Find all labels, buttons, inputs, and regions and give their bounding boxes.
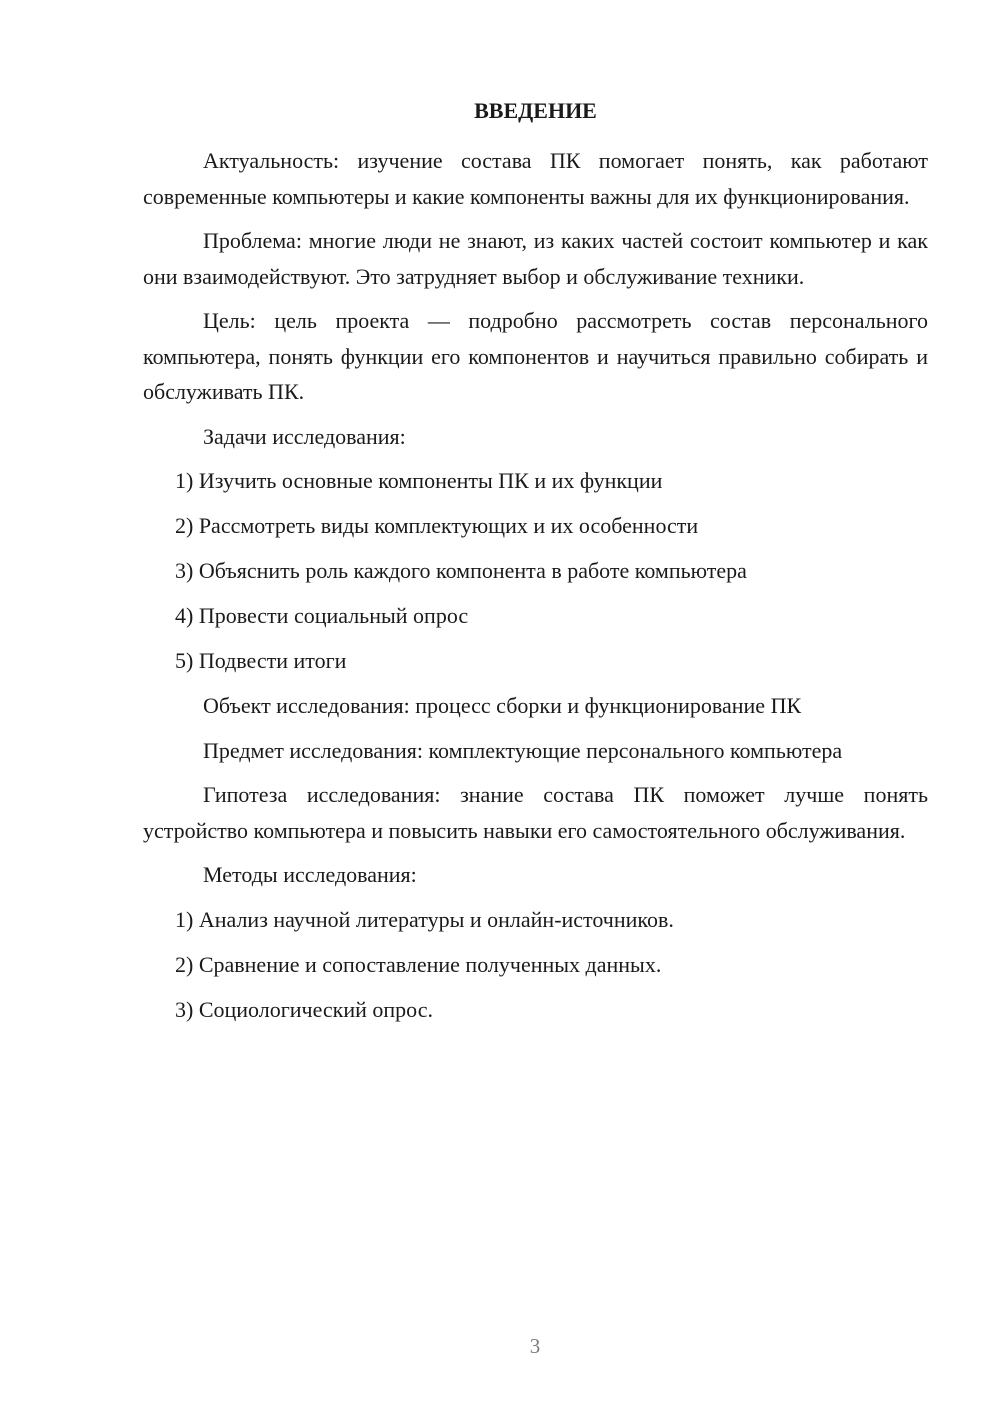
subject-paragraph: Предмет исследования: комплектующие персонального компьютера: [203, 737, 843, 763]
list-item: 1) Анализ научной литературы и онлайн-источников.: [175, 906, 674, 932]
tasks-heading: Задачи исследования:: [203, 423, 406, 449]
page-number: 3: [529, 1334, 541, 1358]
list-item: 3) Объяснить роль каждого компонента в работе компьютера: [175, 558, 747, 583]
page-title: ВВЕДЕНИЕ: [474, 98, 597, 123]
tasks-list: [143, 463, 928, 679]
list-item: 5) Подвести итоги: [175, 648, 347, 673]
list-item: 3) Социологический опрос.: [175, 996, 433, 1022]
goal-paragraph: Цель: цель проекта — подробно рассмотреть состав персонального компьютера, понять функции его компонентов и научиться правильно собирать и обслуживать ПК.: [143, 308, 928, 404]
document-body: [143, 143, 928, 1037]
relevance-paragraph: Актуальность: изучение состава ПК помогает понять, как работают современные компьютеры и какие компоненты важны для их функционирования.: [143, 148, 928, 209]
object-paragraph: Объект исследования: процесс сборки и функционирование ПК: [203, 693, 802, 718]
list-item: 4) Провести социальный опрос: [175, 603, 469, 628]
methods-list: [143, 902, 928, 1028]
hypothesis-paragraph: Гипотеза исследования: знание состава ПК поможет лучше понять устройство компьютера и повысить навыки его самостоятельного обслуживания.: [143, 782, 928, 843]
list-item: 2) Рассмотреть виды комплектующих и их особенности: [175, 513, 699, 538]
list-item: 2) Сравнение и сопоставление полученных данных.: [175, 951, 662, 977]
list-item: 1) Изучить основные компоненты ПК и их функции: [175, 468, 663, 493]
problem-paragraph: Проблема: многие люди не знают, из каких частей состоит компьютер и как они взаимодействуют. Это затрудняет выбор и обслуживание техники.: [143, 228, 928, 289]
methods-heading: Методы исследования:: [203, 862, 417, 887]
